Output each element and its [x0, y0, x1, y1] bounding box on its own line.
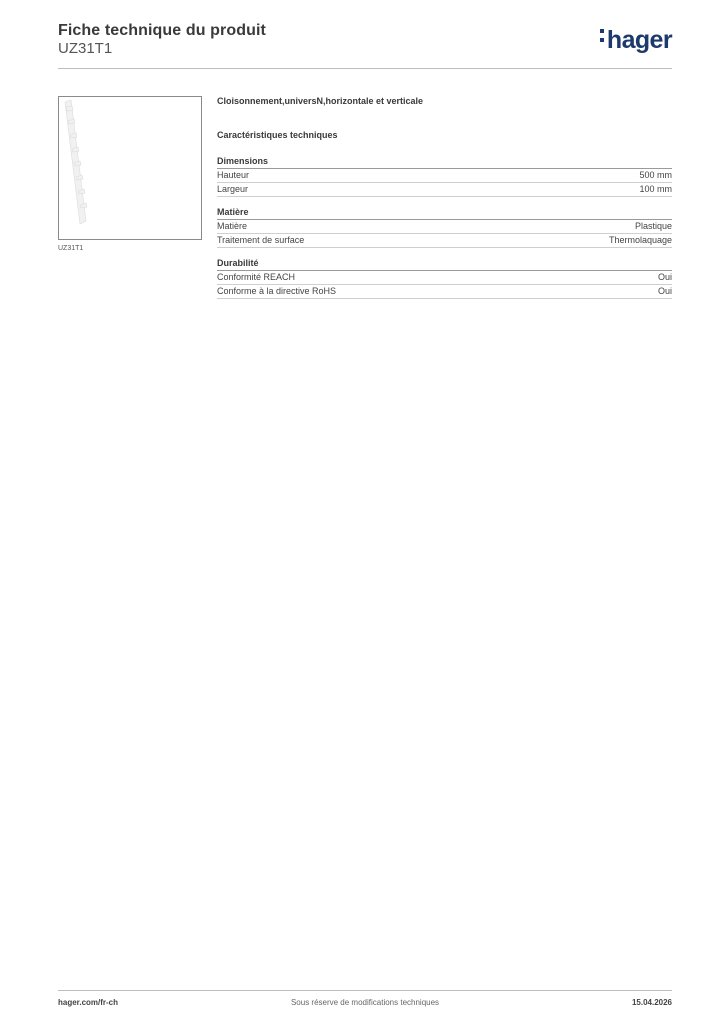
logo-text: hager [606, 26, 672, 54]
spec-value: 500 mm [639, 170, 672, 180]
spec-value: Oui [657, 272, 672, 282]
header-divider [58, 68, 672, 69]
spec-group-material [217, 207, 672, 248]
spec-value: 100 mm [639, 184, 672, 194]
spec-label: Largeur [217, 184, 249, 194]
spec-row [217, 183, 672, 197]
spec-group-title: Matière [217, 207, 672, 220]
product-details [217, 96, 672, 309]
product-image-frame [58, 96, 202, 240]
spec-row [217, 220, 672, 234]
image-caption: UZ31T1 [58, 245, 84, 252]
footer-divider [58, 990, 672, 991]
spec-group-title: Dimensions [217, 156, 672, 169]
spec-value: Thermolaquage [608, 235, 672, 245]
logo-colon-icon [600, 24, 604, 46]
product-name: Cloisonnement,universN,horizontale et verticale [217, 96, 424, 106]
spec-row [217, 169, 672, 183]
footer-notice: Sous réserve de modifications techniques [290, 998, 440, 1007]
spec-row [217, 271, 672, 285]
product-reference: UZ31T1 [58, 40, 113, 57]
specs-section-title: Caractéristiques techniques [217, 130, 338, 140]
spec-label: Matière [217, 221, 248, 231]
spec-label: Traitement de surface [217, 235, 305, 245]
footer-website-link[interactable]: hager.com/fr-ch [58, 998, 119, 1007]
hager-logo [600, 26, 672, 53]
document-title: Fiche technique du produit [58, 22, 266, 39]
spec-group-title: Durabilité [217, 258, 672, 271]
spec-group-dimensions [217, 156, 672, 197]
spec-value: Plastique [634, 221, 672, 231]
spec-label: Hauteur [217, 170, 250, 180]
spec-row [217, 234, 672, 248]
spec-group-durability [217, 258, 672, 299]
spec-row [217, 285, 672, 299]
spec-label: Conforme à la directive RoHS [217, 286, 337, 296]
spec-label: Conformité REACH [217, 272, 296, 282]
footer-date: 15.04.2026 [631, 998, 672, 1007]
product-image [59, 97, 201, 239]
spec-value: Oui [657, 286, 672, 296]
page-header [58, 22, 672, 68]
